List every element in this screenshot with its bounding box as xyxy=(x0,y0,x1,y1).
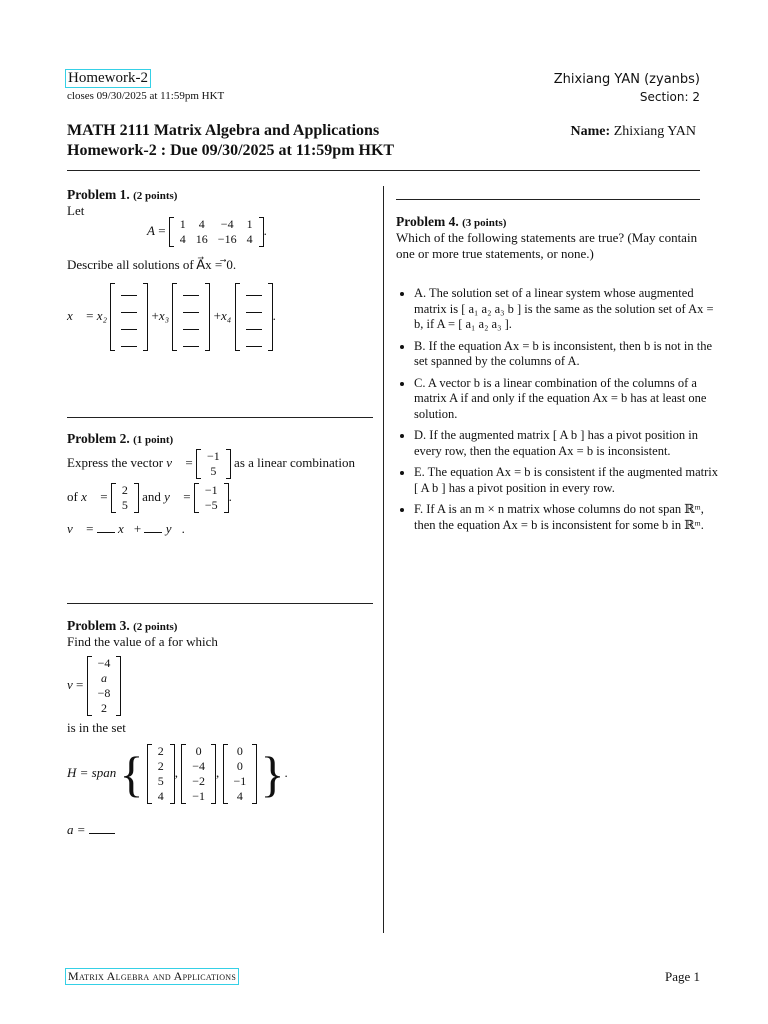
problem-2-line1: Express the vector v⃗ = −1 5 as a linear combination xyxy=(67,449,355,478)
problem-2-answer: v⃗ = x⃗+ y⃗. xyxy=(67,521,185,536)
coef-y-blank[interactable] xyxy=(144,532,162,533)
problem-3 xyxy=(67,618,377,838)
problem-2-title xyxy=(67,431,377,447)
problem-4 xyxy=(396,214,702,262)
problem-3-label: Problem 3. xyxy=(67,618,130,633)
option-d[interactable]: • D. If the augmented matrix [ A b ] has a pivot position in every row, then the equation Ax = b is inconsistent. xyxy=(414,428,720,459)
problem-4-prompt: Which of the following statements are true? (May contain one or more true statements, or none.) xyxy=(396,230,698,261)
vector-x: 2 5 xyxy=(111,483,139,513)
problem-1-title xyxy=(67,187,375,203)
vector-v-row: v = −4 a −8 2 xyxy=(67,656,377,716)
problem-3-prompt: Find the value of a for which xyxy=(67,634,218,649)
vector-v: −1 5 xyxy=(196,449,231,479)
span-vector-1: 2 2 5 4 xyxy=(147,744,175,804)
column-divider xyxy=(383,186,384,933)
problem-1-points: (2 points) xyxy=(133,190,178,202)
solution-form: x⃗ = x₂ +x₃ +x₄ . xyxy=(67,283,375,351)
course-footer-link[interactable]: Matrix Algebra and Applications xyxy=(68,969,237,983)
problem-1-prompt: Describe all solutions of A⃗x = ⃗0. xyxy=(67,257,237,272)
span-set: H = span { 2 2 5 4 , 0 −4 −2 −1 , 0 0 −1 4 }. xyxy=(67,744,288,803)
answer-blank[interactable] xyxy=(183,300,199,313)
answer-blank[interactable] xyxy=(121,300,137,313)
answer-blank[interactable] xyxy=(183,334,199,347)
option-e[interactable]: • E. The equation Ax = b is consistent if the augmented matrix [ A b ] has a pivot position in every row. xyxy=(414,465,720,496)
statement-list xyxy=(396,286,720,539)
problem-3-points: (2 points) xyxy=(133,621,178,633)
problem-1-let: Let xyxy=(67,203,85,218)
problem-rule xyxy=(396,199,700,200)
name-value: Zhixiang YAN xyxy=(613,124,696,139)
student-id: Zhixiang YAN (zyanbs) xyxy=(553,72,700,87)
answer-vector-3[interactable] xyxy=(235,283,273,351)
option-f[interactable]: • F. If A is an m × n matrix whose columns do not span ℝᵐ, then the equation Ax = b is inconsistent for some b in ℝᵐ. xyxy=(414,502,720,533)
page-number: Page 1 xyxy=(664,969,700,984)
answer-blank[interactable] xyxy=(121,283,137,296)
span-vector-2: 0 −4 −2 −1 xyxy=(181,744,216,804)
problem-rule xyxy=(67,603,373,604)
answer-blank[interactable] xyxy=(121,334,137,347)
option-b[interactable]: • B. If the equation Ax = b is inconsistent, then b is not in the set spanned by the columns of A. xyxy=(414,339,720,370)
vector-y: −1 −5 xyxy=(194,483,229,513)
matrix-a-row: A = 1 4 −4 1 4 16 −16 4 . xyxy=(147,217,267,246)
matrix-a: 1 4 −4 1 4 16 −16 4 xyxy=(169,217,264,247)
answer-blank[interactable] xyxy=(183,283,199,296)
problem-3-answer: a = xyxy=(67,822,377,838)
problem-2-line2: of x⃗ = 2 5 and y⃗ = −1 −5 . xyxy=(67,483,232,512)
problem-4-title xyxy=(396,214,702,230)
header-rule xyxy=(67,170,700,171)
name-label: Name: xyxy=(570,124,611,139)
answer-vector-1[interactable] xyxy=(110,283,148,351)
course-title: MATH 2111 Matrix Algebra and Applications xyxy=(67,122,380,139)
closes-date: closes 09/30/2025 at 11:59pm HKT xyxy=(67,90,225,102)
answer-blank[interactable] xyxy=(246,283,262,296)
answer-blank[interactable] xyxy=(121,317,137,330)
problem-2-label: Problem 2. xyxy=(67,431,130,446)
problem-3-in-set: is in the set xyxy=(67,720,126,735)
option-c[interactable]: • C. A vector b is a linear combination of the columns of a matrix A if and only if the equation Ax = b has at least one solution. xyxy=(414,376,720,423)
problem-rule xyxy=(67,417,373,418)
coef-x-blank[interactable] xyxy=(97,532,115,533)
a-value-blank[interactable] xyxy=(89,833,115,834)
problem-1 xyxy=(67,187,375,351)
answer-blank[interactable] xyxy=(246,300,262,313)
problem-1-label: Problem 1. xyxy=(67,187,130,202)
section-label: Section: 2 xyxy=(639,90,700,104)
homework-link[interactable]: Homework-2 xyxy=(68,70,148,86)
problem-2-points: (1 point) xyxy=(133,434,174,446)
homework-title: Homework-2 : Due 09/30/2025 at 11:59pm HKT xyxy=(67,142,395,159)
right-brace: } xyxy=(260,746,285,802)
answer-blank[interactable] xyxy=(246,334,262,347)
span-vector-3: 0 0 −1 4 xyxy=(223,744,258,804)
problem-2 xyxy=(67,431,377,537)
answer-blank[interactable] xyxy=(183,317,199,330)
problem-3-title xyxy=(67,618,377,634)
problem-4-points: (3 points) xyxy=(462,217,507,229)
answer-blank[interactable] xyxy=(246,317,262,330)
left-brace: { xyxy=(119,746,144,802)
name-field xyxy=(571,124,696,140)
vector-v: −4 a −8 2 xyxy=(87,656,122,716)
option-a[interactable]: • A. The solution set of a linear system whose augmented matrix is [ a₁ a₂ a₃ b ] is the same as the solution set of Ax = b, if A = [ a₁ a₂ a₃ ]. xyxy=(414,286,720,333)
problem-4-label: Problem 4. xyxy=(396,214,459,229)
answer-vector-2[interactable] xyxy=(172,283,210,351)
